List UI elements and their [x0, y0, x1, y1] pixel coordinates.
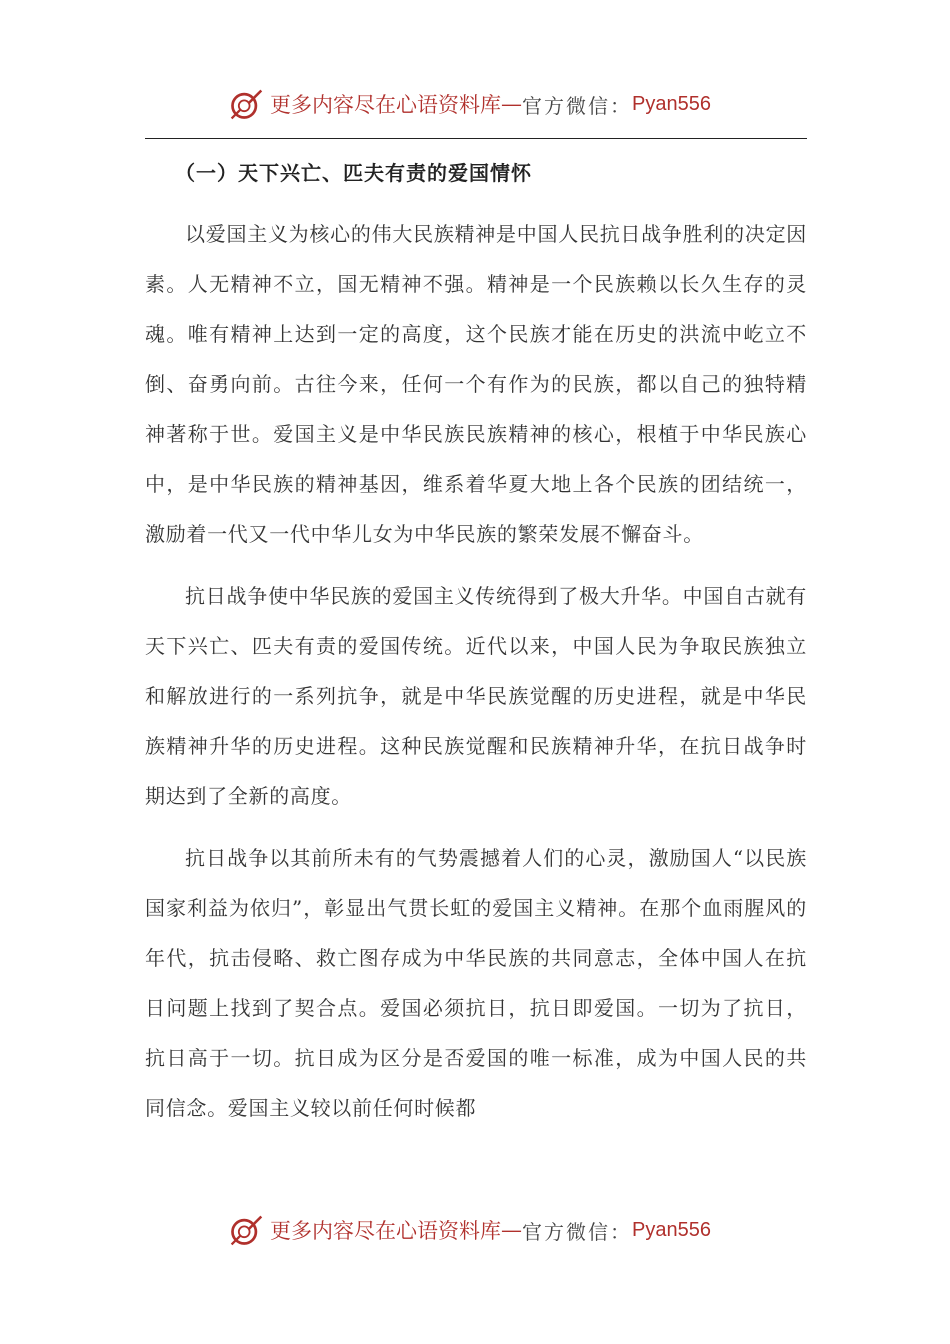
banner-wechat-label: 官方微信： — [522, 1219, 632, 1244]
banner-dash: — — [501, 92, 522, 116]
banner-wechat-id: Pyan556 — [632, 1218, 711, 1241]
paragraph: 抗日战争使中华民族的爱国主义传统得到了极大升华。中国自古就有天下兴亡、匹夫有责的爱国传统。近代以来，中国人民为争取民族独立和解放进行的一系列抗争，就是中华民族觉醒的历史进程，就是中华民族精神升华的历史进程。这种民族觉醒和民族精神升华，在抗日战争时期达到了全新的高度。 — [145, 584, 807, 808]
banner-main-text: 更多内容尽在心语资料库 — [270, 93, 501, 117]
header-divider — [145, 138, 807, 139]
banner-main-text: 更多内容尽在心语资料库 — [270, 1219, 501, 1243]
banner-wechat-id: Pyan556 — [632, 92, 711, 115]
footer-banner — [228, 1210, 748, 1250]
header-banner — [228, 84, 748, 124]
section-heading: （一）天下兴亡、匹夫有责的爱国情怀 — [175, 161, 532, 185]
pen-nib-logo-icon — [228, 86, 264, 122]
body-text — [145, 209, 807, 1145]
pen-nib-logo-icon — [228, 1212, 264, 1248]
banner-wechat-label: 官方微信： — [522, 93, 632, 118]
paragraph: 以爱国主义为核心的伟大民族精神是中国人民抗日战争胜利的决定因素。人无精神不立，国无精神不强。精神是一个民族赖以长久生存的灵魂。唯有精神上达到一定的高度，这个民族才能在历史的洪流中屹立不倒、奋勇向前。古往今来，任何一个有作为的民族，都以自己的独特精神著称于世。爱国主义是中华民族民族精神的核心，根植于中华民族心中，是中华民族的精神基因，维系着华夏大地上各个民族的团结统一，激励着一代又一代中华儿女为中华民族的繁荣发展不懈奋斗。 — [145, 222, 807, 546]
banner-dash: — — [501, 1218, 522, 1242]
paragraph: 抗日战争以其前所未有的气势震撼着人们的心灵，激励国人“以民族国家利益为依归”，彰显出气贯长虹的爱国主义精神。在那个血雨腥风的年代，抗击侵略、救亡图存成为中华民族的共同意志，全体中国人在抗日问题上找到了契合点。爱国必须抗日，抗日即爱国。一切为了抗日，抗日高于一切。抗日成为区分是否爱国的唯一标准，成为中国人民的共同信念。爱国主义较以前任何时候都 — [145, 846, 807, 1120]
